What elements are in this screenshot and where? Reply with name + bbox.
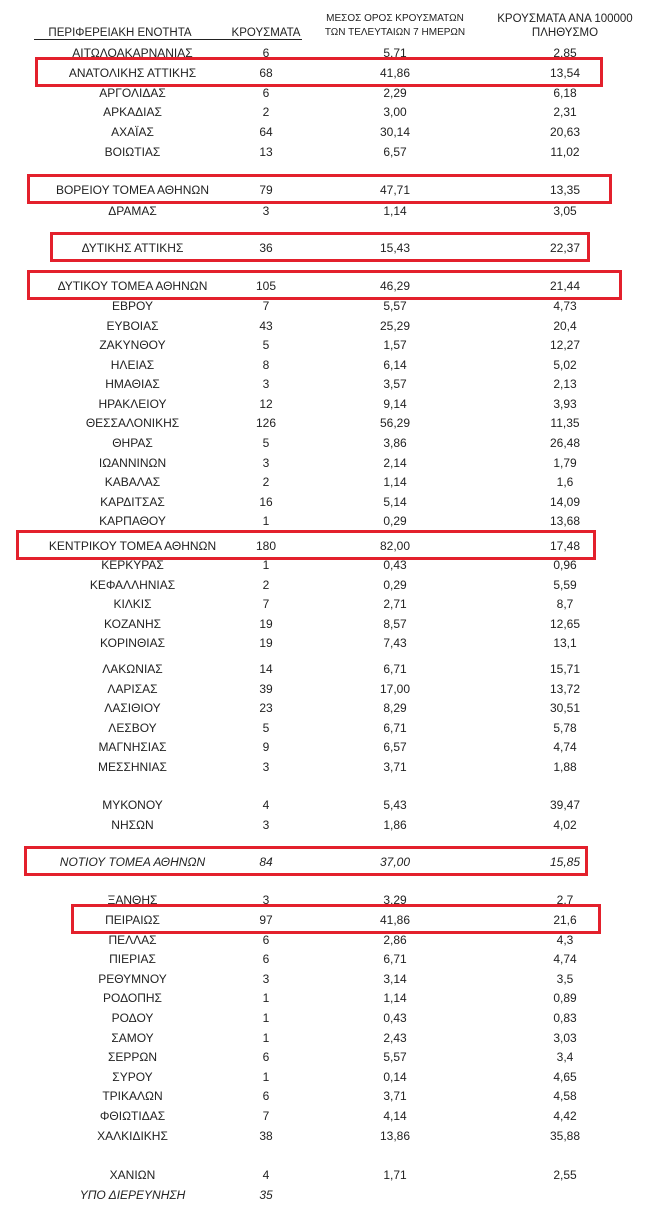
cases-cell: 13 <box>259 145 273 159</box>
per100k-cell: 26,48 <box>549 436 581 450</box>
table-row <box>0 796 657 814</box>
region-cell: ΕΒΡΟΥ <box>112 299 153 313</box>
cases-cell: 1 <box>262 558 270 572</box>
cases-cell: 7 <box>262 597 270 611</box>
avg7-cell: 5,71 <box>383 46 407 60</box>
table-row <box>0 634 657 652</box>
region-cell: ΛΑΡΙΣΑΣ <box>107 682 158 696</box>
avg7-cell: 3,86 <box>383 436 407 450</box>
avg7-cell: 41,86 <box>379 66 411 80</box>
per100k-cell: 13,1 <box>553 636 577 650</box>
cases-cell: 3 <box>262 204 270 218</box>
cases-cell: 1 <box>262 514 270 528</box>
region-cell: ΔΥΤΙΚΟΥ ΤΟΜΕΑ ΑΘΗΝΩΝ <box>57 279 208 293</box>
table-row <box>0 395 657 413</box>
per100k-cell: 11,35 <box>550 416 580 430</box>
region-cell: ΒΟΙΩΤΙΑΣ <box>104 145 161 159</box>
per100k-cell: 15,85 <box>549 855 581 869</box>
region-cell: ΒΟΡΕΙΟΥ ΤΟΜΕΑ ΑΘΗΝΩΝ <box>55 183 210 197</box>
region-cell: ΡΟΔΟΠΗΣ <box>103 991 162 1005</box>
region-cell: ΣΕΡΡΩΝ <box>107 1050 158 1064</box>
highlight-box <box>71 904 601 934</box>
region-cell: ΘΕΣΣΑΛΟΝΙΚΗΣ <box>85 416 180 430</box>
avg7-cell: 56,29 <box>379 416 411 430</box>
cases-cell: 8 <box>262 358 270 372</box>
cases-cell: 39 <box>259 682 273 696</box>
region-cell: ΚΑΒΑΛΑΣ <box>104 475 161 489</box>
region-cell: ΡΟΔΟΥ <box>111 1011 154 1025</box>
per100k-cell: 13,54 <box>549 66 581 80</box>
region-cell: ΔΡΑΜΑΣ <box>108 204 157 218</box>
table-row <box>0 454 657 472</box>
avg7-cell: 6,71 <box>383 952 407 966</box>
cases-cell: 7 <box>262 299 270 313</box>
table-row <box>0 576 657 594</box>
region-cell: ΡΕΘΥΜΝΟΥ <box>98 972 167 986</box>
avg7-cell: 5,14 <box>383 495 407 509</box>
avg7-cell: 6,71 <box>383 721 407 735</box>
region-cell: ΝΗΣΩΝ <box>111 818 154 832</box>
per100k-cell: 0,89 <box>553 991 577 1005</box>
cases-cell: 6 <box>262 1089 270 1103</box>
highlight-box <box>35 57 603 87</box>
cases-cell: 2 <box>262 105 270 119</box>
per100k-cell: 3,4 <box>556 1050 574 1064</box>
table-row <box>0 1127 657 1145</box>
per100k-cell: 4,74 <box>553 952 577 966</box>
header-region: ΠΕΡΙΦΕΡΕΙΑΚΗ ΕΝΟΤΗΤΑ <box>48 27 192 39</box>
cases-cell: 2 <box>262 578 270 592</box>
avg7-cell: 6,71 <box>383 662 407 676</box>
avg7-cell: 1,86 <box>383 818 407 832</box>
table-row <box>0 143 657 161</box>
cases-cell: 126 <box>255 416 277 430</box>
table-row <box>0 1107 657 1125</box>
per100k-cell: 4,02 <box>553 818 577 832</box>
avg7-cell: 41,86 <box>379 913 411 927</box>
cases-cell: 79 <box>259 183 273 197</box>
avg7-cell: 30,14 <box>379 125 411 139</box>
highlight-box <box>16 530 596 560</box>
avg7-cell: 6,14 <box>383 358 407 372</box>
cases-cell: 6 <box>262 952 270 966</box>
per100k-cell: 6,18 <box>553 86 577 100</box>
table-row <box>0 1029 657 1047</box>
per100k-cell: 39,47 <box>549 798 581 812</box>
table-row <box>0 595 657 613</box>
per100k-cell: 12,65 <box>549 617 581 631</box>
avg7-cell: 9,14 <box>383 397 407 411</box>
header-underline <box>34 39 302 40</box>
region-cell: ΚΟΖΑΝΗΣ <box>103 617 162 631</box>
table-row <box>0 434 657 452</box>
cases-cell: 35 <box>259 1188 273 1202</box>
region-cell: ΕΥΒΟΙΑΣ <box>106 319 159 333</box>
avg7-cell: 1,14 <box>383 204 407 218</box>
table-row <box>0 356 657 374</box>
per100k-cell: 20,63 <box>549 125 581 139</box>
cases-cell: 4 <box>262 798 270 812</box>
table-row <box>0 1087 657 1105</box>
per100k-cell: 5,59 <box>553 578 577 592</box>
table-row <box>0 699 657 717</box>
avg7-cell: 2,29 <box>383 86 407 100</box>
table-row <box>0 103 657 121</box>
region-cell: ΠΕΛΛΑΣ <box>108 933 157 947</box>
region-cell: ΙΩΑΝΝΙΝΩΝ <box>98 456 167 470</box>
table-row <box>0 950 657 968</box>
cases-cell: 97 <box>259 913 273 927</box>
highlight-box <box>27 270 622 300</box>
header-per100k-line1: ΚΡΟΥΣΜΑΤΑ ΑΝΑ 100000 <box>497 13 633 25</box>
cases-cell: 6 <box>262 86 270 100</box>
per100k-cell: 2,7 <box>556 893 574 907</box>
region-cell: ΜΑΓΝΗΣΙΑΣ <box>98 740 167 754</box>
region-cell: ΚΕΦΑΛΛΗΝΙΑΣ <box>89 578 176 592</box>
cases-cell: 105 <box>255 279 277 293</box>
avg7-cell: 15,43 <box>379 241 411 255</box>
per100k-cell: 20,4 <box>553 319 577 333</box>
avg7-cell: 3,57 <box>383 377 407 391</box>
per100k-cell: 11,02 <box>550 145 580 159</box>
cases-cell: 3 <box>262 456 270 470</box>
per100k-cell: 13,35 <box>549 183 581 197</box>
table-row <box>0 473 657 491</box>
per100k-cell: 3,03 <box>553 1031 577 1045</box>
table-row <box>0 1048 657 1066</box>
region-cell: ΞΑΝΘΗΣ <box>107 893 158 907</box>
table-row <box>0 1009 657 1027</box>
region-cell: ΑΡΚΑΔΙΑΣ <box>103 105 162 119</box>
avg7-cell: 2,86 <box>383 933 407 947</box>
table-row <box>0 719 657 737</box>
table-row <box>0 615 657 633</box>
table-row <box>0 738 657 756</box>
region-cell: ΛΑΚΩΝΙΑΣ <box>102 662 163 676</box>
table-row <box>0 989 657 1007</box>
per100k-cell: 4,74 <box>553 740 577 754</box>
region-cell: ΧΑΛΚΙΔΙΚΗΣ <box>97 1129 168 1143</box>
table-row <box>0 202 657 220</box>
avg7-cell: 0,29 <box>383 514 407 528</box>
region-cell: ΦΘΙΩΤΙΔΑΣ <box>99 1109 166 1123</box>
table-row <box>0 660 657 678</box>
cases-cell: 1 <box>262 1070 270 1084</box>
region-cell: ΚΙΛΚΙΣ <box>113 597 152 611</box>
table-row <box>0 512 657 530</box>
avg7-cell: 2,71 <box>383 597 407 611</box>
avg7-cell: 2,43 <box>383 1031 407 1045</box>
avg7-cell: 6,57 <box>383 145 407 159</box>
table-row <box>0 680 657 698</box>
region-cell: ΜΥΚΟΝΟΥ <box>102 798 163 812</box>
per100k-cell: 15,71 <box>549 662 581 676</box>
avg7-cell: 5,43 <box>383 798 407 812</box>
cases-cell: 1 <box>262 991 270 1005</box>
region-cell: ΝΟΤΙΟΥ ΤΟΜΕΑ ΑΘΗΝΩΝ <box>59 855 206 869</box>
region-cell: ΔΥΤΙΚΗΣ ΑΤΤΙΚΗΣ <box>81 241 184 255</box>
table-row <box>0 493 657 511</box>
avg7-cell: 13,86 <box>379 1129 411 1143</box>
region-cell: ΠΕΙΡΑΙΩΣ <box>105 913 160 927</box>
per100k-cell: 2,13 <box>553 377 577 391</box>
per100k-cell: 21,6 <box>553 913 577 927</box>
per100k-cell: 3,93 <box>553 397 577 411</box>
cases-cell: 5 <box>262 436 270 450</box>
table-row <box>0 123 657 141</box>
cases-cell: 84 <box>259 855 273 869</box>
avg7-cell: 8,57 <box>383 617 407 631</box>
cases-cell: 23 <box>259 701 273 715</box>
cases-cell: 7 <box>262 1109 270 1123</box>
cases-cell: 64 <box>259 125 273 139</box>
region-cell: ΤΡΙΚΑΛΩΝ <box>102 1089 163 1103</box>
per100k-cell: 22,37 <box>549 241 581 255</box>
avg7-cell: 1,14 <box>383 475 407 489</box>
region-cell: ΣΑΜΟΥ <box>111 1031 154 1045</box>
highlight-box <box>24 846 588 876</box>
table-row <box>0 816 657 834</box>
region-cell: ΛΕΣΒΟΥ <box>108 721 157 735</box>
region-cell: ΑΝΑΤΟΛΙΚΗΣ ΑΤΤΙΚΗΣ <box>68 66 197 80</box>
per100k-cell: 4,58 <box>553 1089 577 1103</box>
per100k-cell: 12,27 <box>549 338 581 352</box>
per100k-cell: 0,83 <box>553 1011 577 1025</box>
per100k-cell: 14,09 <box>549 495 581 509</box>
avg7-cell: 5,57 <box>383 299 407 313</box>
region-cell: ΚΑΡΠΑΘΟΥ <box>99 514 166 528</box>
cases-cell: 180 <box>255 539 277 553</box>
per100k-cell: 0,96 <box>553 558 577 572</box>
per100k-cell: 3,5 <box>556 972 574 986</box>
per100k-cell: 1,88 <box>553 760 577 774</box>
avg7-cell: 1,14 <box>383 991 407 1005</box>
region-cell: ΘΗΡΑΣ <box>112 436 153 450</box>
table-row <box>0 1186 657 1204</box>
per100k-cell: 2,85 <box>553 46 577 60</box>
table-row <box>0 414 657 432</box>
per100k-cell: 21,44 <box>549 279 581 293</box>
table-row <box>0 375 657 393</box>
cases-cell: 38 <box>259 1129 273 1143</box>
avg7-cell: 4,14 <box>383 1109 407 1123</box>
region-cell: ΖΑΚΥΝΘΟΥ <box>99 338 166 352</box>
cases-cell: 3 <box>262 818 270 832</box>
per100k-cell: 8,7 <box>556 597 574 611</box>
avg7-cell: 3,71 <box>383 1089 407 1103</box>
header-cases: ΚΡΟΥΣΜΑΤΑ <box>231 27 301 39</box>
per100k-cell: 1,79 <box>553 456 577 470</box>
cases-cell: 36 <box>259 241 273 255</box>
region-cell: ΑΙΤΩΛΟΑΚΑΡΝΑΝΙΑΣ <box>72 46 193 60</box>
avg7-cell: 37,00 <box>379 855 411 869</box>
cases-cell: 6 <box>262 46 270 60</box>
cases-cell: 19 <box>259 617 273 631</box>
avg7-cell: 46,29 <box>379 279 411 293</box>
cases-cell: 5 <box>262 721 270 735</box>
table-row <box>0 1068 657 1086</box>
region-cell: ΗΛΕΙΑΣ <box>110 358 155 372</box>
region-cell: ΑΡΓΟΛΙΔΑΣ <box>99 86 166 100</box>
cases-cell: 19 <box>259 636 273 650</box>
region-cell: ΣΥΡΟΥ <box>112 1070 153 1084</box>
per100k-cell: 2,31 <box>553 105 577 119</box>
per100k-cell: 13,68 <box>549 514 581 528</box>
region-cell: ΚΟΡΙΝΘΙΑΣ <box>99 636 166 650</box>
avg7-cell: 0,43 <box>383 1011 407 1025</box>
cases-cell: 3 <box>262 972 270 986</box>
avg7-cell: 82,00 <box>379 539 411 553</box>
cases-cell: 5 <box>262 338 270 352</box>
region-cell: ΧΑΝΙΩΝ <box>109 1168 156 1182</box>
cases-cell: 3 <box>262 377 270 391</box>
avg7-cell: 7,43 <box>383 636 407 650</box>
per100k-cell: 4,65 <box>553 1070 577 1084</box>
cases-cell: 14 <box>259 662 273 676</box>
highlight-box <box>27 174 612 204</box>
per100k-cell: 17,48 <box>549 539 581 553</box>
region-cell: ΚΑΡΔΙΤΣΑΣ <box>100 495 165 509</box>
per100k-cell: 35,88 <box>549 1129 581 1143</box>
cases-cell: 12 <box>259 397 273 411</box>
region-cell: ΠΙΕΡΙΑΣ <box>109 952 156 966</box>
region-cell: ΥΠΟ ΔΙΕΡΕΥΝΗΣΗ <box>79 1188 186 1202</box>
region-cell: ΗΜΑΘΙΑΣ <box>105 377 160 391</box>
avg7-cell: 47,71 <box>379 183 411 197</box>
region-cell: ΚΕΝΤΡΙΚΟΥ ΤΟΜΕΑ ΑΘΗΝΩΝ <box>48 539 217 553</box>
per100k-cell: 4,3 <box>556 933 574 947</box>
avg7-cell: 0,43 <box>383 558 407 572</box>
header-avg7-line1: ΜΕΣΟΣ ΟΡΟΣ ΚΡΟΥΣΜΑΤΩΝ <box>326 13 464 24</box>
cases-cell: 6 <box>262 1050 270 1064</box>
region-cell: ΛΑΣΙΘΙΟΥ <box>104 701 161 715</box>
table-row <box>0 758 657 776</box>
table-row <box>0 1166 657 1184</box>
region-cell: ΚΕΡΚΥΡΑΣ <box>101 558 164 572</box>
region-cell: ΗΡΑΚΛΕΙΟΥ <box>98 397 167 411</box>
header-per100k-line2: ΠΛΗΘΥΣΜΟ <box>531 27 599 39</box>
table-row <box>0 317 657 335</box>
avg7-cell: 3,00 <box>383 105 407 119</box>
per100k-cell: 3,05 <box>553 204 577 218</box>
per100k-cell: 2,55 <box>553 1168 577 1182</box>
avg7-cell: 1,57 <box>383 338 407 352</box>
cases-cell: 6 <box>262 933 270 947</box>
avg7-cell: 0,29 <box>383 578 407 592</box>
cases-cell: 16 <box>259 495 273 509</box>
per100k-cell: 1,6 <box>556 475 574 489</box>
avg7-cell: 5,57 <box>383 1050 407 1064</box>
highlight-box <box>50 232 590 262</box>
per100k-cell: 5,78 <box>553 721 577 735</box>
cases-cell: 1 <box>262 1011 270 1025</box>
avg7-cell: 6,57 <box>383 740 407 754</box>
per100k-cell: 13,72 <box>549 682 581 696</box>
region-cell: ΜΕΣΣΗΝΙΑΣ <box>98 760 167 774</box>
avg7-cell: 0,14 <box>383 1070 407 1084</box>
avg7-cell: 3,71 <box>383 760 407 774</box>
cases-cell: 1 <box>262 1031 270 1045</box>
per100k-cell: 30,51 <box>549 701 581 715</box>
region-cell: ΑΧΑΪΑΣ <box>111 125 154 139</box>
table-row <box>0 970 657 988</box>
per100k-cell: 4,73 <box>553 299 577 313</box>
avg7-cell: 1,71 <box>383 1168 407 1182</box>
cases-cell: 4 <box>262 1168 270 1182</box>
cases-cell: 3 <box>262 893 270 907</box>
cases-cell: 43 <box>259 319 273 333</box>
table-row <box>0 336 657 354</box>
cases-cell: 2 <box>262 475 270 489</box>
cases-cell: 68 <box>259 66 273 80</box>
per100k-cell: 4,42 <box>553 1109 577 1123</box>
header-avg7-line2: ΤΩΝ ΤΕΛΕΥΤΑΙΩΝ 7 ΗΜΕΡΩΝ <box>324 27 466 38</box>
avg7-cell: 3,14 <box>383 972 407 986</box>
avg7-cell: 17,00 <box>379 682 411 696</box>
cases-cell: 3 <box>262 760 270 774</box>
cases-cell: 9 <box>262 740 270 754</box>
avg7-cell: 3,29 <box>383 893 407 907</box>
per100k-cell: 5,02 <box>553 358 577 372</box>
avg7-cell: 8,29 <box>383 701 407 715</box>
avg7-cell: 25,29 <box>379 319 411 333</box>
avg7-cell: 2,14 <box>383 456 407 470</box>
